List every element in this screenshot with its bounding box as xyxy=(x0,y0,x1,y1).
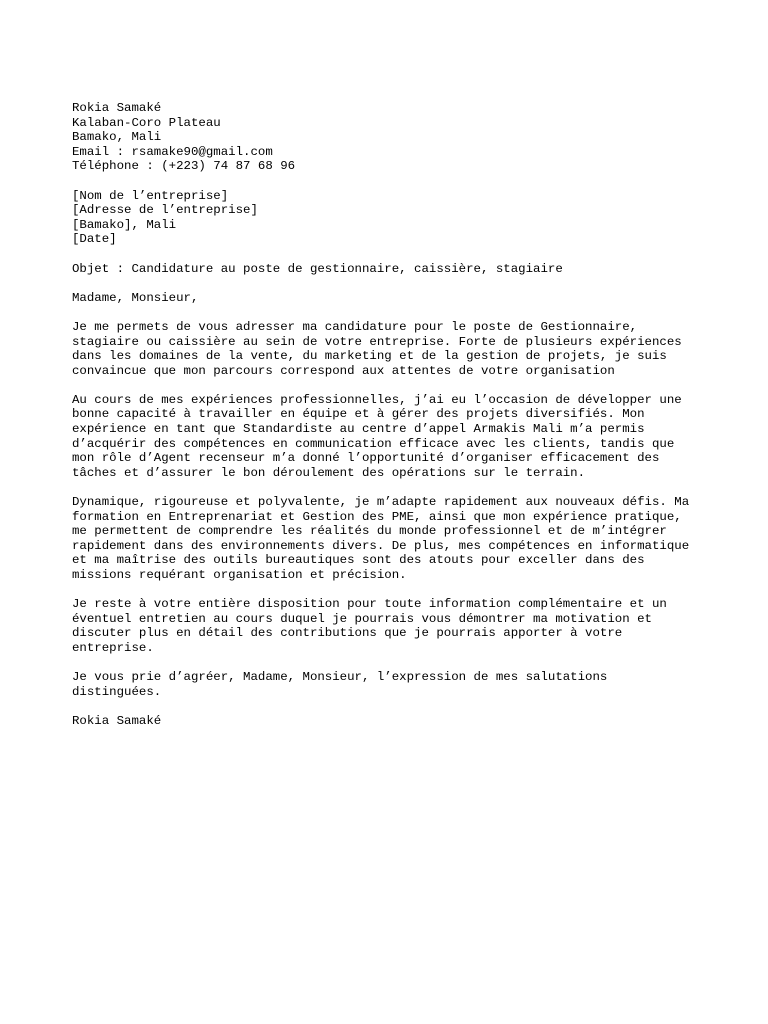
sender-name: Rokia Samaké xyxy=(72,101,162,115)
paragraph-line: entreprise. xyxy=(72,640,154,655)
paragraph-line: rapidement dans des environnements divers. De plus, mes compétences en informatique xyxy=(72,538,690,553)
cover-letter xyxy=(72,101,712,743)
subject-block xyxy=(72,262,712,277)
paragraph-line: expérience en tant que Standardiste au centre d’appel Armakis Mali m’a permis xyxy=(72,422,645,437)
signature-block xyxy=(72,714,712,729)
sender-phone: Téléphone : (+223) 74 87 68 96 xyxy=(72,159,296,174)
sender-address: Kalaban-Coro Plateau xyxy=(72,115,221,130)
paragraph-line: me permettent de comprendre les réalités du monde professionnel et de m’intégrer xyxy=(72,524,667,539)
paragraph-closing xyxy=(72,670,712,699)
salutation-block xyxy=(72,291,712,306)
paragraph-line: d’acquérir des compétences en communication efficace avec les clients, tandis que xyxy=(72,436,675,451)
paragraph-line: tâches et d’assurer le bon déroulement des opérations sur le terrain. xyxy=(72,465,586,480)
paragraph-line: discuter plus en détail des contributions que je pourrais apporter à votre xyxy=(72,626,623,641)
sender-city: Bamako, Mali xyxy=(72,130,162,145)
paragraph-line: éventuel entretien au cours duquel je pourrais vous démontrer ma motivation et xyxy=(72,611,652,626)
paragraph-line: bonne capacité à travailler en équipe et à gérer des projets diversifiés. Mon xyxy=(72,407,645,422)
paragraph-line: distinguées. xyxy=(72,684,162,699)
paragraph-intro xyxy=(72,320,712,378)
letter-date: [Date] xyxy=(72,232,117,247)
paragraph-line: stagiaire ou caissière au sein de votre entreprise. Forte de plusieurs expériences xyxy=(72,334,682,349)
paragraph-line: Je vous prie d’agréer, Madame, Monsieur, l’expression de mes salutations xyxy=(72,670,608,685)
paragraph-line: mon rôle d’Agent recenseur m’a donné l’opportunité d’organiser efficacement des xyxy=(72,451,660,466)
paragraph-line: Dynamique, rigoureuse et polyvalente, je m’adapte rapidement aux nouveaux défis. Ma xyxy=(72,495,690,510)
recipient-address: [Adresse de l’entreprise] xyxy=(72,203,258,218)
letter-salutation: Madame, Monsieur, xyxy=(72,290,199,305)
recipient-block xyxy=(72,189,712,247)
paragraph-availability xyxy=(72,597,712,655)
paragraph-experience xyxy=(72,393,712,481)
recipient-city: [Bamako], Mali xyxy=(72,217,177,232)
paragraph-line: Au cours de mes expériences professionnelles, j’ai eu l’occasion de développer une xyxy=(72,392,682,407)
paragraph-line: Je me permets de vous adresser ma candidature pour le poste de Gestionnaire, xyxy=(72,319,638,334)
paragraph-line: et ma maîtrise des outils bureautiques sont des atouts pour exceller dans des xyxy=(72,553,645,568)
paragraph-line: dans les domaines de la vente, du marketing et de la gestion de projets, je suis xyxy=(72,349,667,364)
sender-email: Email : rsamake90@gmail.com xyxy=(72,144,273,159)
paragraph-line: convaincue que mon parcours correspond aux attentes de votre organisation xyxy=(72,363,615,378)
recipient-company: [Nom de l’entreprise] xyxy=(72,188,229,203)
letter-subject: Objet : Candidature au poste de gestionnaire, caissière, stagiaire xyxy=(72,261,563,276)
paragraph-line: missions requérant organisation et précision. xyxy=(72,568,407,582)
paragraph-qualities xyxy=(72,495,712,583)
sender-block xyxy=(72,101,712,174)
paragraph-line: formation en Entreprenariat et Gestion des PME, ainsi que mon expérience pratique, xyxy=(72,509,682,524)
signature-name: Rokia Samaké xyxy=(72,713,162,728)
paragraph-line: Je reste à votre entière disposition pour toute information complémentaire et un xyxy=(72,597,667,612)
